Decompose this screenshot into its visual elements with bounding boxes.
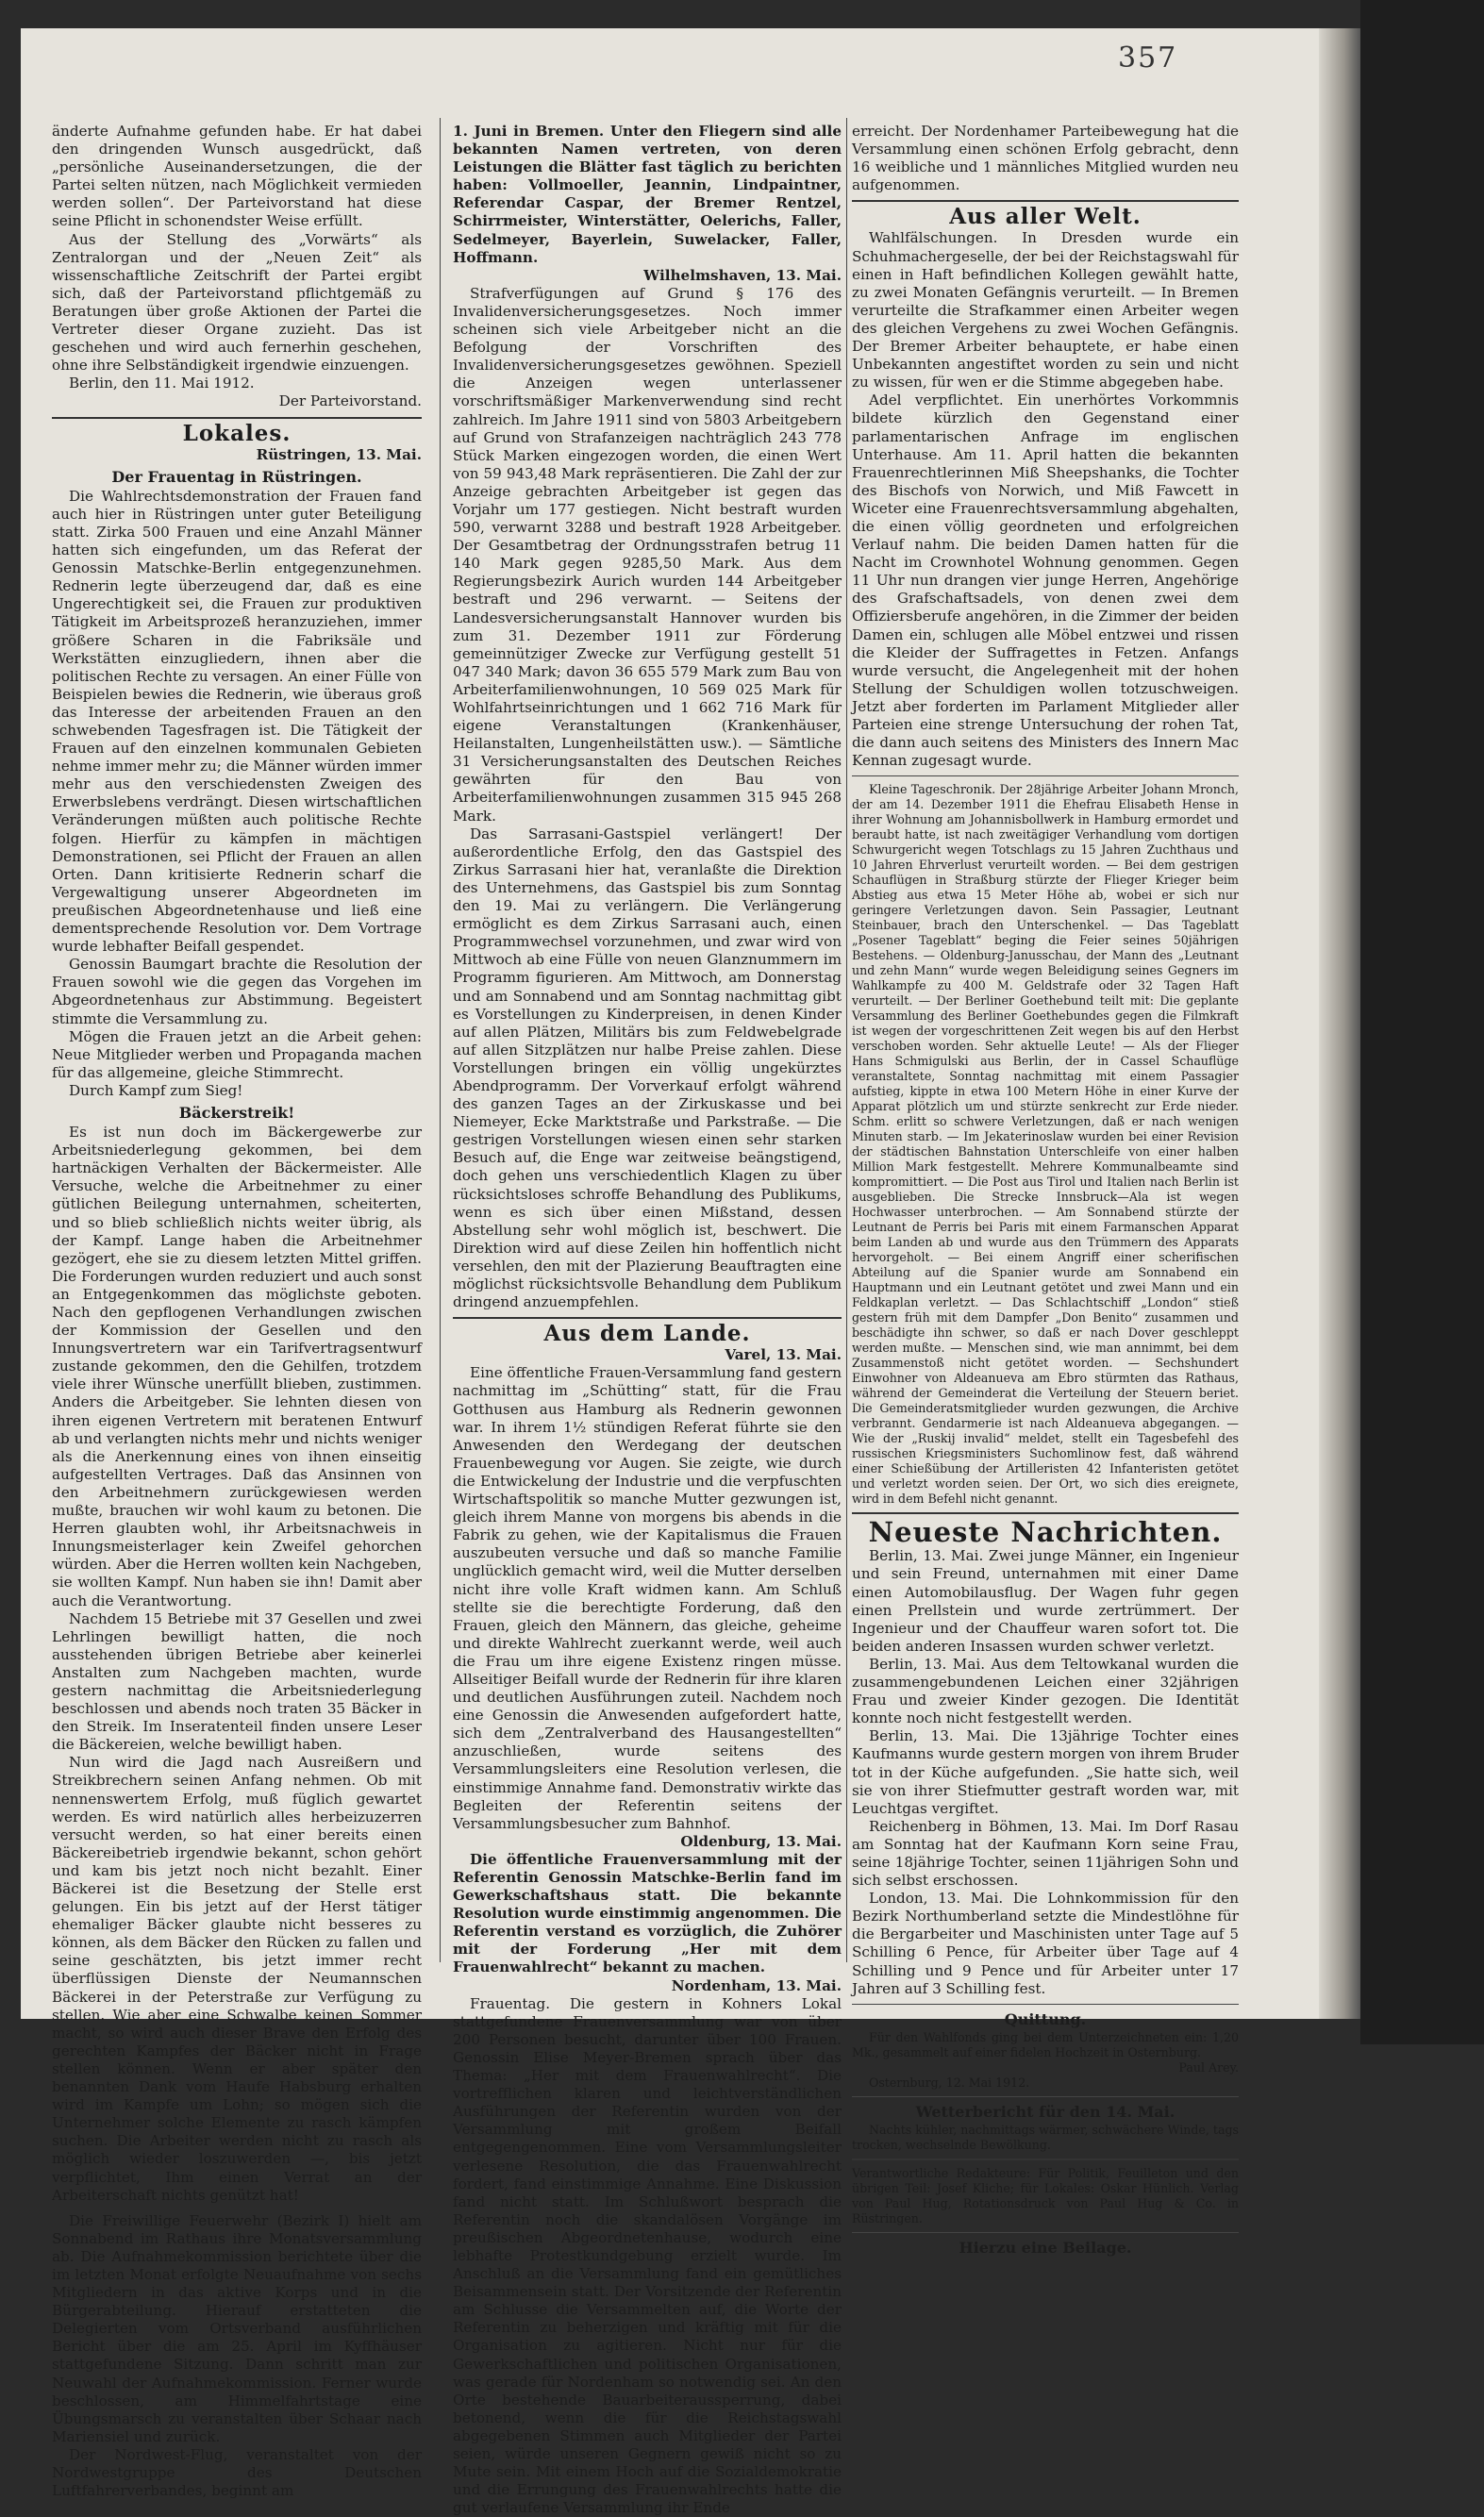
column-2 [453, 123, 842, 2517]
article-text: Genossin Baumgart brachte die Resolution der Frauen sowohl wie die gegen das Vorgehen im Abgeordnetenhaus zur Abstimmung. Begeistert stimmte die Versammlung zu. [52, 956, 422, 1027]
article-text: Berlin, 13. Mai. Aus dem Teltowkanal wurden die zusammengebundenen Leichen einer 32jährigen Frau und zweier Kinder gezogen. Die Identität konnte noch nicht festgestellt werden. [852, 1655, 1239, 1727]
quittung-date: Osternburg, 12. Mai 1912. [869, 2075, 1030, 2090]
dateline: Rüstringen, 13. Mai. [256, 445, 422, 463]
article-text: änderte Aufnahme gefunden habe. Er hat dabei den dringenden Wunsch ausgedrückt, daß „persönliche Auseinandersetzungen, die der Partei selten nützen, nach Möglichkeit vermieden werden sollen“. Der Parteivorstand hat diese seine Pflicht in schonendster Weise erfüllt. [52, 123, 422, 230]
divider [52, 417, 422, 419]
section-heading-aus-aller-welt: Aus aller Welt. [949, 204, 1142, 230]
imprint: Verantwortliche Redakteure: Für Politik, Feuilleton und den übrigen Teil: Josef Kliche; für Lokales: Oskar Hünlich. Verlag von Paul Hug, Rotationsdruck von Paul Hug & Co. in Rüstringen. [852, 2165, 1239, 2225]
article-text: Nachdem 15 Betriebe mit 37 Gesellen und zwei Lehrlingen bewilligt hatten, die noch ausstehenden übrigen Betriebe aber keinerlei Anstalten zum Nachgeben machten, wurde gestern nachmittag die Arbeitsniederlegung beschlossen und abends noch traten 35 Bäcker in den Streik. Im Inseratenteil finden unsere Leser die Bäckereien, welche bewilligt haben. [52, 1609, 422, 1754]
article-text: Frauentag. Die gestern in Kohners Lokal stattgefundene Frauenversammlung war von über 200 Personen besucht, darunter über 100 Frauen. Genossin Elise Meyer-Bremen sprach über das Thema: „Her mit dem Frauenwahlrecht“. Die vortrefflichen klaren und leichtverständlichen Ausführungen der Referentin wurden von der Versammlung mit großem Beifall entgegengenommen. Eine vom Versammlungsleiter verlesene Resolution, die das Frauenwahlrecht fordert, fand einstimmige Annahme. Eine Diskussion fand nicht statt. Im Schlußwort besprach die Referentin noch die skandalösen Vorgänge im preußischen Abgeordnetenhause, wodurch eine lebhafte Protestkundgebung erzielt wurde. Im Anschluß an die Versammlung fand ein gemütliches Beisammensein statt. Der Vorsitzende der Referentin am Schlusse die Versammelten auf, die Worte der Referentin zu beherzigen und kräftig mit für die Organisation zu agitieren. Nicht nur für die Gewerkschaftlichen und politischen Organisationen, was gerade für Nordenham so notwendig sei. An den Orte bestehende Bauarbeiteraussperrung, dabei betonend, wenn die für die Reichstagswahl abgegebenen Stimmen auch Mitglieder der Partei seien, würde unseren Gegnern gewiß nicht so zu Mute sein. Mit einem Hoch auf die Sozialdemokratie und die Errungung des Frauenwahlrechts hatte die gut verlaufene Versammlung ihr Ende [453, 1994, 842, 2517]
article-text: 1. Juni in Bremen. Unter den Fliegern sind alle bekannten Namen vertreten, von deren Leistungen die Blätter fast täglich zu berichten haben: Vollmoeller, Jeannin, Lindpaintner, Referendar Caspar, der Bremer Rentzel, Schirrmeister, Winterstätter, Oelerichs, Faller, Sedelmeyer, Bayerlein, Suwelacker, Faller, Hoffmann. [453, 123, 842, 266]
section-heading-lokales: Lokales. [182, 420, 292, 446]
section-heading-neueste-nachrichten: Neueste Nachrichten. [868, 1516, 1223, 1549]
article-text: Wahlfälschungen. In Dresden wurde ein Schuhmachergeselle, der bei der Reichstagswahl für einen in Haft befindlichen Kollegen gewählt hatte, zu zwei Monaten Gefängnis verurteilt. — In Bremen verurteilte die Strafkammer einen Arbeiter wegen des gleichen Vergehens zu zwei Wochen Gefängnis. Der Bremer Arbeiter behauptete, er habe einen Unbekannten angestiftet worden zu sein und nicht zu wissen, für wen er die Stimme abgegeben habe. [852, 229, 1239, 392]
column-divider-1 [440, 118, 441, 1962]
article-title: Bäckerstreik! [178, 1103, 295, 1122]
scan-dark-edge [1360, 0, 1484, 2044]
article-text: Das Sarrasani-Gastspiel verlängert! Der außerordentliche Erfolg, den das Gastspiel des Zirkus Sarrasani hier hat, veranlaßte die Direktion des Unternehmens, das Gastspiel bis zum Sonntag den 19. Mai zu verlängern. Die Verlängerung ermöglicht es dem Zirkus Sarrasani auch, einen Programmwechsel vorzunehmen, und zwar wird von Mittwoch ab eine Fülle von neuen Glanznummern im Programm figurieren. Am Mittwoch, am Donnerstag und am Sonnabend und am Sonntag nachmittag gibt es Vorstellungen zu Kinderpreisen, in denen Kinder auf allen Plätzen, Militärs bis zum Feldwebelgrade auf allen Sitzplätzen nur halbe Preise zahlen. Diese Vorstellungen bringen ein völlig ungekürztes Abendprogramm. Der Vorverkauf erfolgt während des ganzen Tages an der Zirkuskasse und bei Niemeyer, Ecke Marktstraße und Parkstraße. — Die gestrigen Vorstellungen wiesen einen sehr starken Besuch auf, die Enge war zeitweise beängstigend, doch gehen uns verschiedentlich Klagen zu über rücksichtsloses schroffe Behandlung des Publikums, wenn es sich über einen Mißstand, dessen Abstellung sehr wohl möglich ist, beschwert. Die Direktion wird auf diese Zeilen hin hoffentlich nicht versehlen, den mit der Plazierung Beauftragten eine möglichst rücksichtsvolle Behandlung dem Publikum dringend anzuempfehlen. [453, 825, 842, 1311]
section-heading-aus-dem-lande: Aus dem Lande. [543, 1321, 751, 1347]
page-binding [1319, 28, 1360, 2019]
article-text: Mögen die Frauen jetzt an die Arbeit gehen: Neue Mitglieder werben und Propaganda machen für das allgemeine, gleiche Stimmrecht. [52, 1027, 422, 1081]
divider [852, 2004, 1239, 2005]
article-text: Eine öffentliche Frauen-Versammlung fand gestern nachmittag im „Schütting“ statt, für die Frau Gotthusen aus Hamburg als Rednerin gewonnen war. In ihrem 1½ stündigen Referat führte sie den Anwesenden den Werdegang der deutschen Frauenbewegung vor Augen. Sie zeigte, wie durch die Entwickelung der Industrie und die verpfuschten Wirtschaftspolitik so manche Mutter gezwungen ist, gleich ihrem Manne von morgens bis abends in die Fabrik zu gehen, wie der Kapitalismus die Frauen auszubeuten versuche und daß so manche Familie unglücklich gemacht wird, weil die Mutter derselben nicht ihre volle Kraft widmen kann. Am Schluß stellte sie die berechtigte Forderung, daß den Frauen, gleich den Männern, das gleiche, geheime und direkte Wahlrecht zuerkannt werde, weil auch die Frau um ihre eigene Existenz ringen müsse. Allseitiger Beifall wurde der Rednerin für ihre klaren und deutlichen Ausführungen zuteil. Nachdem noch eine Genossin die Anwesenden aufgefordert hatte, sich dem „Zentralverband des Hausangestellten“ anzuschließen, wurde seitens des Versammlungsleiters eine Resolution verlesen, die einstimmige Annahme fand. Demonstrativ wirkte das Begleiten der Referentin seitens der Versammlungsbesucher zum Bahnhof. [453, 1364, 842, 1832]
article-text: Die Freiwillige Feuerwehr (Bezirk I) hielt am Sonnabend im Rathaus ihre Monatsversammlung ab. Die Aufnahmekommission berichtete über die im letzten Monat erfolgte Neuaufnahme von sechs Mitgliedern in das aktive Korps und in die Bürgerabteilung. Hierauf erstatteten die Delegierten vom Ortsverband ausführlichen Bericht über die am 25. April im Kyffhäuser stattgefundene Sitzung. Dann schritt man zur Neuwahl der Aufnahmekommission. Ferner wurde beschlossen, am Himmelfahrtstage eine Übungsmarsch zu veranstalten über Schaar nach Mariensiel und zurück. [52, 2211, 422, 2445]
article-text: Berlin, 13. Mai. Zwei junge Männer, ein Ingenieur und sein Freund, unternahmen mit einer Dame einen Automobilausflug. Der Wagen fuhr gegen einen Prellstein und wurde zertrümmert. Der Ingenieur und der Chauffeur waren sofort tot. Die beiden anderen Insassen wurden schwer verletzt. [852, 1547, 1239, 1655]
article-text: Die öffentliche Frauenversammlung mit der Referentin Genossin Matschke-Berlin fand im Gewerkschaftshaus statt. Die bekannte Resolution wurde einstimmig angenommen. Die Referentin verstand es vorzüglich, die Zuhörer mit der Forderung „Her mit dem Frauenwahlrecht“ bekannt zu machen. [453, 1850, 842, 1976]
beilage-note: Hierzu eine Beilage. [959, 2238, 1132, 2257]
article-text: erreicht. Der Nordenhamer Parteibewegung hat die Versammlung einen schönen Erfolg gebracht, denn 16 weibliche und 1 männliches Mitglied wurden neu aufgenommen. [852, 123, 1239, 194]
divider [852, 200, 1239, 202]
article-date: Berlin, den 11. Mai 1912. [69, 375, 255, 392]
dateline: Nordenham, 13. Mai. [671, 1976, 842, 1994]
divider [852, 1512, 1239, 1514]
article-text: Der Nordwest-Flug, veranstaltet von der Nordwestgruppe des Deutschen Luftfahrerverbandes, beginnt am [52, 2445, 422, 2500]
divider [453, 1317, 842, 1319]
divider [852, 775, 1239, 776]
weather-title: Wetterbericht für den 14. Mai. [915, 2102, 1176, 2121]
dateline: Oldenburg, 13. Mai. [680, 1832, 842, 1850]
article-text: Berlin, 13. Mai. Die 13jährige Tochter eines Kaufmanns wurde gestern morgen von ihrem Bruder tot in der Küche aufgefunden. „Sie hatte sich, weil sie von ihrer Stiefmutter gestraft worden war, mit Leuchtgas vergiftet. [852, 1727, 1239, 1817]
column-1 [52, 123, 422, 2500]
article-text: Die Wahlrechtsdemonstration der Frauen fand auch hier in Rüstringen unter guter Beteiligung statt. Zirka 500 Frauen und eine Anzahl Männer hatten sich eingefunden, um das Referat der Genossin Matschke-Berlin entgegenzunehmen. Rednerin legte überzeugend dar, daß es eine Ungerechtigkeit sei, die Frauen zur produktiven Tätigkeit im Arbeitsprozeß heranzuziehen, immer größere Scharen in die Fabriksäle und Werkstätten einzugliedern, ihnen aber die politischen Rechte zu versagen. An einer Fülle von Beispielen bewies die Rednerin, wie überaus groß das Interesse der arbeitenden Frauen an den schwebenden Tagesfragen ist. Die Tätigkeit der Frauen auf den einzelnen kommunalen Gebieten nehme immer mehr zu; die Männer würden immer mehr aus den verschiedensten Zweigen des Erwerbslebens verdrängt. Diesen wirtschaftlichen Veränderungen müßten auch politische Rechte folgen. Hierfür zu kämpfen in mächtigen Demonstrationen, sei Pflicht der Frauen an allen Orten. Dann kritisierte Rednerin scharf die Vergewaltigung unserer Abgeordneten im preußischen Abgeordnetenhause und ließ eine dementsprechende Resolution vor. Dem Vortrage wurde lebhafter Beifall gespendet. [52, 487, 422, 956]
article-signature: Der Parteivorstand. [278, 392, 422, 410]
quittung-text: Für den Wahlfonds ging bei dem Unterzeichneten ein: 1,20 Mk., gesammelt auf einer fidelen Hochzeit in Osternburg. [852, 2029, 1239, 2059]
page-number: 357 [1118, 42, 1178, 75]
article-text: Kleine Tageschronik. Der 28jährige Arbeiter Johann Mronch, der am 14. Dezember 1911 die Ehefrau Elisabeth Hense in ihrer Wohnung am Johannisbollwerk in Hamburg ermordet und beraubt hatte, ist nach zweitägiger Verhandlung vom dortigen Schwurgericht wegen Totschlags zu 15 Jahren Zuchthaus und 10 Jahren Ehrverlust verurteilt worden. — Bei dem gestrigen Schauflügen in Straßburg stürzte der Flieger Krieger beim Abstieg aus etwa 15 Meter Höhe ab, wobei er sich nur geringere Verletzungen davon. Sein Passagier, Leutnant Steinbauer, brach den Unterschenkel. — Das Tageblatt „Posener Tageblatt“ beging die Feier seines 50jährigen Bestehens. — Oldenburg-Janusschau, der Mann des „Leutnant und zehn Mann“ wurde wegen Beleidigung seines Gegners im Wahlkampfe zu 400 M. Geldstrafe oder 32 Tagen Haft verurteilt. — Der Berliner Goethebund teilt mit: Die geplante Versammlung des Berliner Goethebundes gegen die Filmkraft ist wegen der vorgeschrittenen Zeit wegen bis auf den Herbst verschoben worden. Sehr aktuelle Leute! — Als der Flieger Hans Schmigulski aus Berlin, der in Cassel Schauflüge veranstaltete, Sonntag nachmittag mit einem Passagier aufstieg, kippte in etwa 100 Metern Höhe in einer Kurve der Apparat plötzlich um und stürzte senkrecht zur Erde nieder. Schm. erlitt so schwere Verletzungen, daß er nach wenigen Minuten starb. — Im Jekaterinoslaw wurden bei einer Revision der städtischen Bahnstation Unterschleife von einer halben Million Mark festgestellt. Mehrere Kommunalbeamte sind kompromittiert. — Die Post aus Tirol und Italien nach Berlin ist ausgeblieben. Die Strecke Innsbruck—Ala ist wegen Hochwasser unterbrochen. — Am Sonnabend stürzte der Leutnant de Perris bei Paris mit einem Farmanschen Apparat beim Landen ab und wurde aus den Trümmern des Apparats hervorgeholt. — Bei einem Angriff einer scherifischen Abteilung auf die Spanier wurde am Sonnabend ein Hauptmann und ein Leutnant getötet und zwei Mann und ein Feldkaplan verletzt. — Das Schlachtschiff „London“ stieß gestern früh mit dem Dampfer „Don Benito“ zusammen und beschädigte ihn schwer, so daß er nach Dover geschleppt werden mußte. — Menschen sind, wie man annimmt, bei dem Zusammenstoß nicht getötet worden. — Sechshundert Einwohner von Aldeanueva am Ebro stürmten das Rathaus, während der Gemeinderat die Verteilung der Steuern beriet. Die Gemeinderatsmitglieder wurden gezwungen, die Archive verbrannt. Gendarmerie ist nach Aldeanueva abgegangen. — Wie der „Ruskij invalid“ meldet, stellt ein Tagesbefehl des russischen Kriegsministers Suchomlinow fest, daß während einer Schießübung der Artilleristen 42 Infanteristen getötet und verletzt worden seien. Der Ort, wo sich dies ereignete, wird in dem Befehl nicht genannt. [852, 782, 1239, 1507]
divider [852, 2232, 1239, 2233]
article-text: Aus der Stellung des „Vorwärts“ als Zentralorgan und der „Neuen Zeit“ als wissenschaftliche Zeitschrift der Partei ergibt sich, daß der Parteivorstand pflichtgemäß zu Beratungen über große Aktionen der Partei die Vertreter dieser Organe zuzieht. Das ist geschehen und wird auch fernerhin geschehen, ohne ihre Selbständigkeit irgendwie einzuengen. [52, 230, 422, 375]
article-text: Adel verpflichtet. Ein unerhörtes Vorkommnis bildete kürzlich den Gegenstand einer parlamentarischen Anfrage im englischen Unterhause. Am 11. April hatten die bekannten Frauenrechtlerinnen Miß Sheepshanks, die Tochter des Bischofs von Norwich, und Miß Fawcett in Wiceter eine Frauenrechtsversammlung abgehalten, die einen völlig geordneten und erfolgreichen Verlauf nahm. Die beiden Damen hatten für die Nacht im Crownhotel Wohnung genommen. Gegen 11 Uhr nun drangen vier junge Herren, Angehörige des Grafschaftsadels, von denen zwei dem Offiziersberufe angehören, in die Zimmer der beiden Damen ein, schlugen alle Möbel entzwei und rissen die Kleider der Suffragettes in Fetzen. Anfangs wurde versucht, die Angelegenheit mit der hohen Stellung der Schuldigen wollen totzuschweigen. Jetzt aber forderten im Parlament Mitglieder aller Parteien eine strenge Untersuchung der rohen Tat, die dann auch seitens des Ministers des Innern Mac Kennan zugesagt wurde. [852, 392, 1239, 770]
dateline: Wilhelmshaven, 13. Mai. [643, 266, 842, 284]
article-text: Es ist nun doch im Bäckergewerbe zur Arbeitsniederlegung gekommen, bei dem hartnäckigen Verhalten der Bäckermeister. Alle Versuche, welche die Arbeitnehmer zu einer gütlichen Beilegung unternahmen, scheiterten, und so blieb schließlich nichts weiter übrig, als der Kampf. Lange haben die Arbeitnehmer gezögert, ehe sie zu diesem letzten Mittel griffen. Die Forderungen wurden reduziert und auch sonst an Entgegenkommen das möglichste geboten. Nach den gepflogenen Verhandlungen zwischen der Kommission der Gesellen und den Innungsvertretern war ein Tarifvertragsentwurf zustande gekommen, den die Gehilfen, trotzdem viele ihrer Wünsche unerfüllt blieben, zustimmen. Anders die Arbeitgeber. Sie lehnten diesen von ihren eigenen Vertretern mit beratenen Entwurf ab und verlangten nichts mehr und nichts weniger als die Anerkennung eines von ihnen einseitig aufgestellten Vertrages. Daß das Ansinnen von den Arbeitnehmern zurückgewiesen werden mußte, brauchen wir wohl kaum zu betonen. Die Herren glaubten wohl, ihr Arbeitsnachweis in Innungsmeisterlager kein Zweifel gehorchen würden. Aber die Herren wollten kein Nachgeben, sie wollten Kampf. Nun haben sie ihn! Damit aber auch die Verantwortung. [52, 1124, 422, 1609]
divider [852, 2159, 1239, 2160]
quittung-title: Quittung. [1004, 2009, 1087, 2028]
divider [852, 2096, 1239, 2097]
article-text: Durch Kampf zum Sieg! [69, 1081, 243, 1099]
quittung-signature: Paul Arey. [1178, 2059, 1239, 2075]
dateline: Varel, 13. Mai. [725, 1346, 842, 1364]
article-text: London, 13. Mai. Die Lohnkommission für den Bezirk Northumberland setzte die Mindestlöhne für die Bergarbeiter und Maschinisten unter Tage auf 5 Schilling 6 Pence, für Arbeiter über Tage auf 4 Schilling und 9 Pence und für Arbeiter unter 17 Jahren auf 3 Schilling fest. [852, 1890, 1239, 1997]
column-divider-2 [846, 118, 847, 1962]
column-3 [852, 123, 1239, 2257]
article-text: Strafverfügungen auf Grund § 176 des Invalidenversicherungsgesetzes. Noch immer scheinen sich viele Arbeitgeber nicht an die Befolgung der Vorschriften des Invalidenversicherungsgesetzes gewöhnen. Speziell die Anzeigen wegen unterlassener vorschriftsmäßiger Markenverwendung sind recht zahlreich. Im Jahre 1911 sind von 5803 Arbeitgebern auf Grund von Strafanzeigen nachträglich 243 778 Stück Marken eingezogen worden, die einen Wert von 59 943,48 Mark repräsentieren. Die Zahl der zur Anzeige gebrachten Arbeitgeber ist gegen das Vorjahr um 177 gestiegen. Nicht bestraft wurden 590, verwarnt 3288 und bestraft 1928 Arbeitgeber. Der Gesamtbetrag der Ordnungsstrafen betrug 11 140 Mark gegen 9285,50 Mark. Aus dem Regierungsbezirk Aurich wurden 144 Arbeitgeber bestraft und 296 verwarnt. — Seitens der Landesversicherungsanstalt Hannover wurden bis zum 31. Dezember 1911 zur Förderung gemeinnütziger Zwecke zur Verfügung gestellt 51 047 340 Mark; davon 36 655 579 Mark zum Bau von Arbeiterfamilienwohnungen, 10 569 025 Mark für Wohlfahrtseinrichtungen und 1 662 716 Mark für eigene Veranstaltungen (Krankenhäuser, Heilanstalten, Lungenheilstätten usw.). — Sämtliche 31 Versicherungsanstalten des Deutschen Reiches gewährten für den Bau von Arbeiterfamilienwohnungen zusammen 315 945 268 Mark. [453, 284, 842, 825]
article-text: Reichenberg in Böhmen, 13. Mai. Im Dorf Rasau am Sonntag hat der Kaufmann Korn seine Frau, seine 18jährige Tochter, seinen 11jährigen Sohn und sich selbst erschossen. [852, 1817, 1239, 1890]
weather-text: Nachts kühler, nachmittags wärmer, schwächere Winde, tags trocken, wechselnde Bewölkung. [852, 2122, 1239, 2152]
article-title: Der Frauentag in Rüstringen. [111, 467, 362, 486]
article-text: Nun wird die Jagd nach Ausreißern und Streikbrechern seinen Anfang nehmen. Ob mit nennenswertem Erfolg, muß füglich gewartet werden. Es wird natürlich alles herbeizuzerren versucht werden, so hat einer bereits einen Bäckereibetrieb irgendwie bekannt, schon gehört und kam bis jetzt noch nicht bezahlt. Einer Bäckerei ist die Besetzung der Stelle erst gelungen. Ein bis jetzt auf der Herst tätiger ehemaliger Bäcker glaubte nicht besseres zu können, als dem Bäcker den Rücken zu fallen und seine geschätzten, bis jetzt immer recht überflüssigen Dienste der Neumannschen Bäckerei in der Peterstraße zur Verfügung zu stellen. Wie aber eine Schwalbe keinen Sommer macht, so wird auch dieser Brave den Erfolg des gerechten Kampfes der Bäcker nicht in Frage stellen können. Wenn er aber später den benannten Dank vom Haufe Habsburg erhalten wird im Kampfe um Lohn; so mögen sich die Unternehmer solche Elemente zu rasch kämpfen suchen. Die Arbeiter werden nicht zu rasch als möglich wieder loszuwerden —, bis jetzt verpflichtet, Ihm einen Verrat an der Arbeiterschaft nichts genützt hat! [52, 1754, 422, 2204]
